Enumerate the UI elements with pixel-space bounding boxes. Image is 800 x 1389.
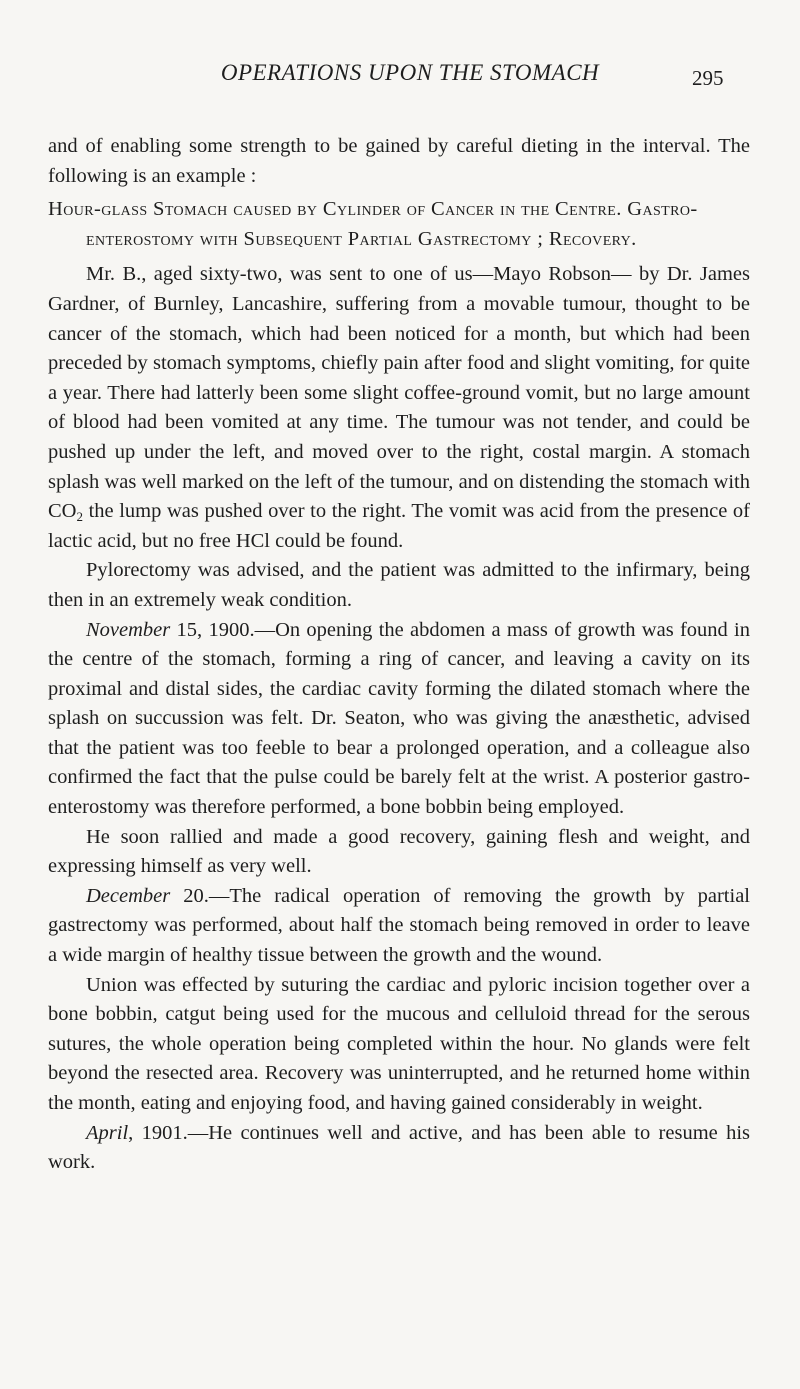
union-paragraph: Union was effected by suturing the cardiac and pyloric incision together over a bone bobbin, catgut being used for the mucous and celluloid thread for the serous sutures, the whole operation being completed within the hour. No glands were felt beyond the resected area. Recovery was uninterrupted, and he returned home within the month, eating and enjoying food, and having gained considerably in weight.: [48, 973, 750, 1114]
intro-paragraph: and of enabling some strength to be gained by careful dieting in the interval. The following is an example :: [48, 135, 750, 187]
case-history-text-b: the lump was pushed over to the right. The vomit was acid from the presence of lactic acid, but no free HCl could be found.: [48, 500, 750, 552]
case-history-text-a: Mr. B., aged sixty-two, was sent to one of us—Mayo Robson— by Dr. James Gardner, of Burnley, Lancashire, suffering from a movable tumour, thought to be cancer of the stomach, which had been noticed for a month, but which had been preceded by stomach symptoms, chiefly pain after food and slight vomiting, for quite a year. There had latterly been some slight coffee-ground vomit, but no large amount of blood had been vomited at any time. The tumour was not tender, and could be pushed up under the left, and moved over to the right, costal margin. A stomach splash was well marked on the left of the tumour, and on distending the stomach with CO: [48, 263, 750, 523]
page-number: 295: [692, 66, 724, 90]
recovery-paragraph: He soon rallied and made a good recovery, gaining flesh and weight, and expressing himself as very well.: [48, 825, 750, 878]
november-text: 15, 1900.—On opening the abdomen a mass of growth was found in the centre of the stomach, forming a ring of cancer, and leaving a cavity on its proximal and distal sides, the cardiac cavity forming the dilated stomach where the splash on succussion was felt. Dr. Seaton, who was giving the anæsthetic, advised that the patient was too feeble to bear a prolonged operation, and a colleague also confirmed the fact that the pulse could be barely felt at the wrist. A posterior gastro-enterostomy was therefore performed, a bone bobbin being employed.: [48, 618, 750, 819]
running-title: OPERATIONS UPON THE STOMACH: [220, 60, 600, 85]
december-paragraph: [48, 882, 750, 971]
date-april: April: [86, 1121, 129, 1144]
pylorectomy-paragraph: Pylorectomy was advised, and the patient was admitted to the infirmary, being then in an extremely weak condition.: [48, 559, 750, 611]
case-history-paragraph: [48, 260, 750, 556]
december-text: 20.—The radical operation of removing the growth by partial gastrectomy was performed, about half the stomach being removed in order to leave a wide margin of healthy tissue between the growth and the wound.: [48, 884, 750, 967]
co2-subscript: 2: [76, 509, 83, 525]
april-text: , 1901.—He continues well and active, and has been able to resume his work.: [48, 1121, 750, 1174]
november-paragraph: [48, 616, 750, 823]
april-paragraph: [48, 1119, 750, 1178]
date-december: December: [86, 884, 171, 907]
date-november: November: [86, 618, 171, 641]
page-body: [48, 132, 750, 1178]
case-heading: Hour-glass Stomach caused by Cylinder of Cancer in the Centre. Gastro-enterostomy with Subsequent Partial Gastrectomy ; Recovery.: [48, 198, 698, 250]
